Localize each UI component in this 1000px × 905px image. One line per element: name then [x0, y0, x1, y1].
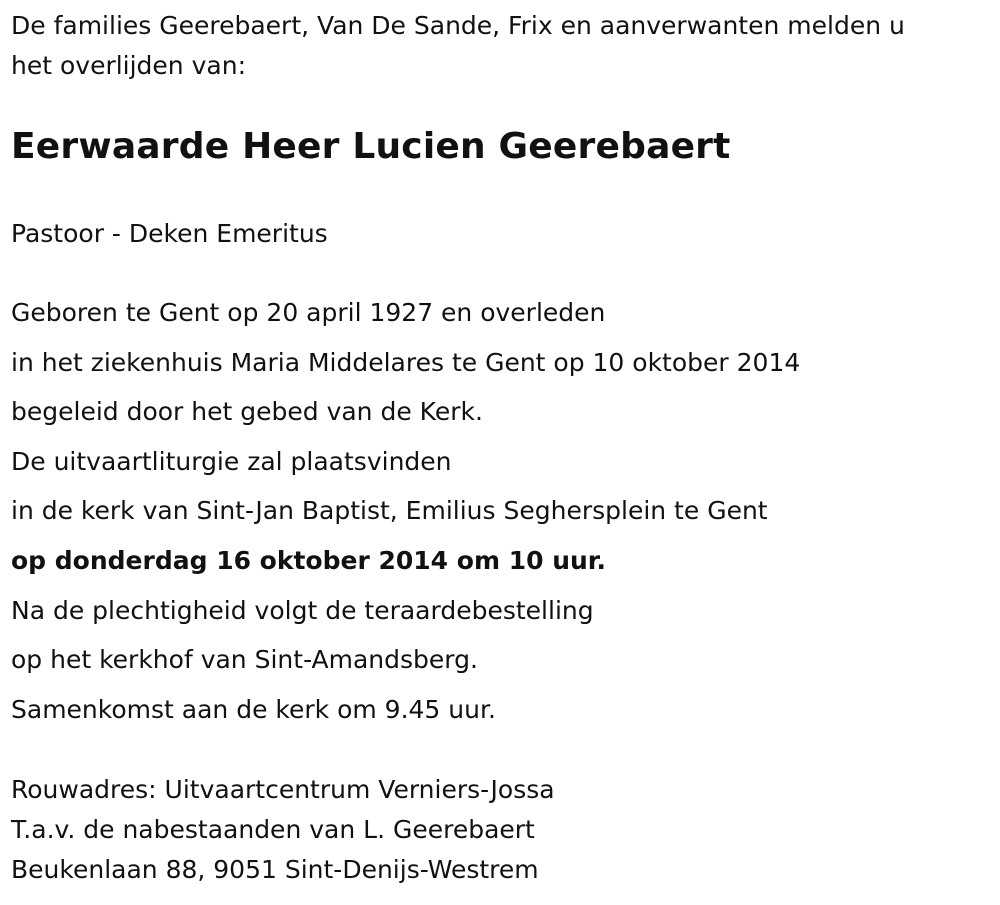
detail-line: begeleid door het gebed van de Kerk. [11, 397, 483, 427]
detail-line: Samenkomst aan de kerk om 9.45 uur. [11, 694, 496, 724]
mourning-address [11, 770, 555, 890]
address-line: T.a.v. de nabestaanden van L. Geerebaert [11, 815, 535, 844]
intro-line: het overlijden van: [11, 51, 246, 80]
detail-line: op het kerkhof van Sint-Amandsberg. [11, 645, 478, 675]
intro-text [11, 6, 905, 86]
address-line: Rouwadres: Uitvaartcentrum Verniers-Jossa [11, 775, 555, 804]
address-line: Beukenlaan 88, 9051 Sint-Denijs-Westrem [11, 855, 539, 884]
detail-line: in de kerk van Sint-Jan Baptist, Emilius Seghersplein te Gent [11, 496, 768, 526]
funeral-details [11, 293, 800, 739]
deceased-role: Pastoor - Deken Emeritus [11, 219, 328, 248]
detail-line: Na de plechtigheid volgt de teraardebestelling [11, 595, 594, 625]
detail-line: De uitvaartliturgie zal plaatsvinden [11, 446, 452, 476]
detail-line: Geboren te Gent op 20 april 1927 en overleden [11, 298, 606, 327]
intro-line: De families Geerebaert, Van De Sande, Frix en aanverwanten melden u [11, 11, 905, 40]
deceased-name: Eerwaarde Heer Lucien Geerebaert [11, 126, 731, 167]
detail-line: in het ziekenhuis Maria Middelares te Gent op 10 oktober 2014 [11, 347, 801, 377]
funeral-date-line: op donderdag 16 oktober 2014 om 10 uur. [11, 545, 607, 575]
